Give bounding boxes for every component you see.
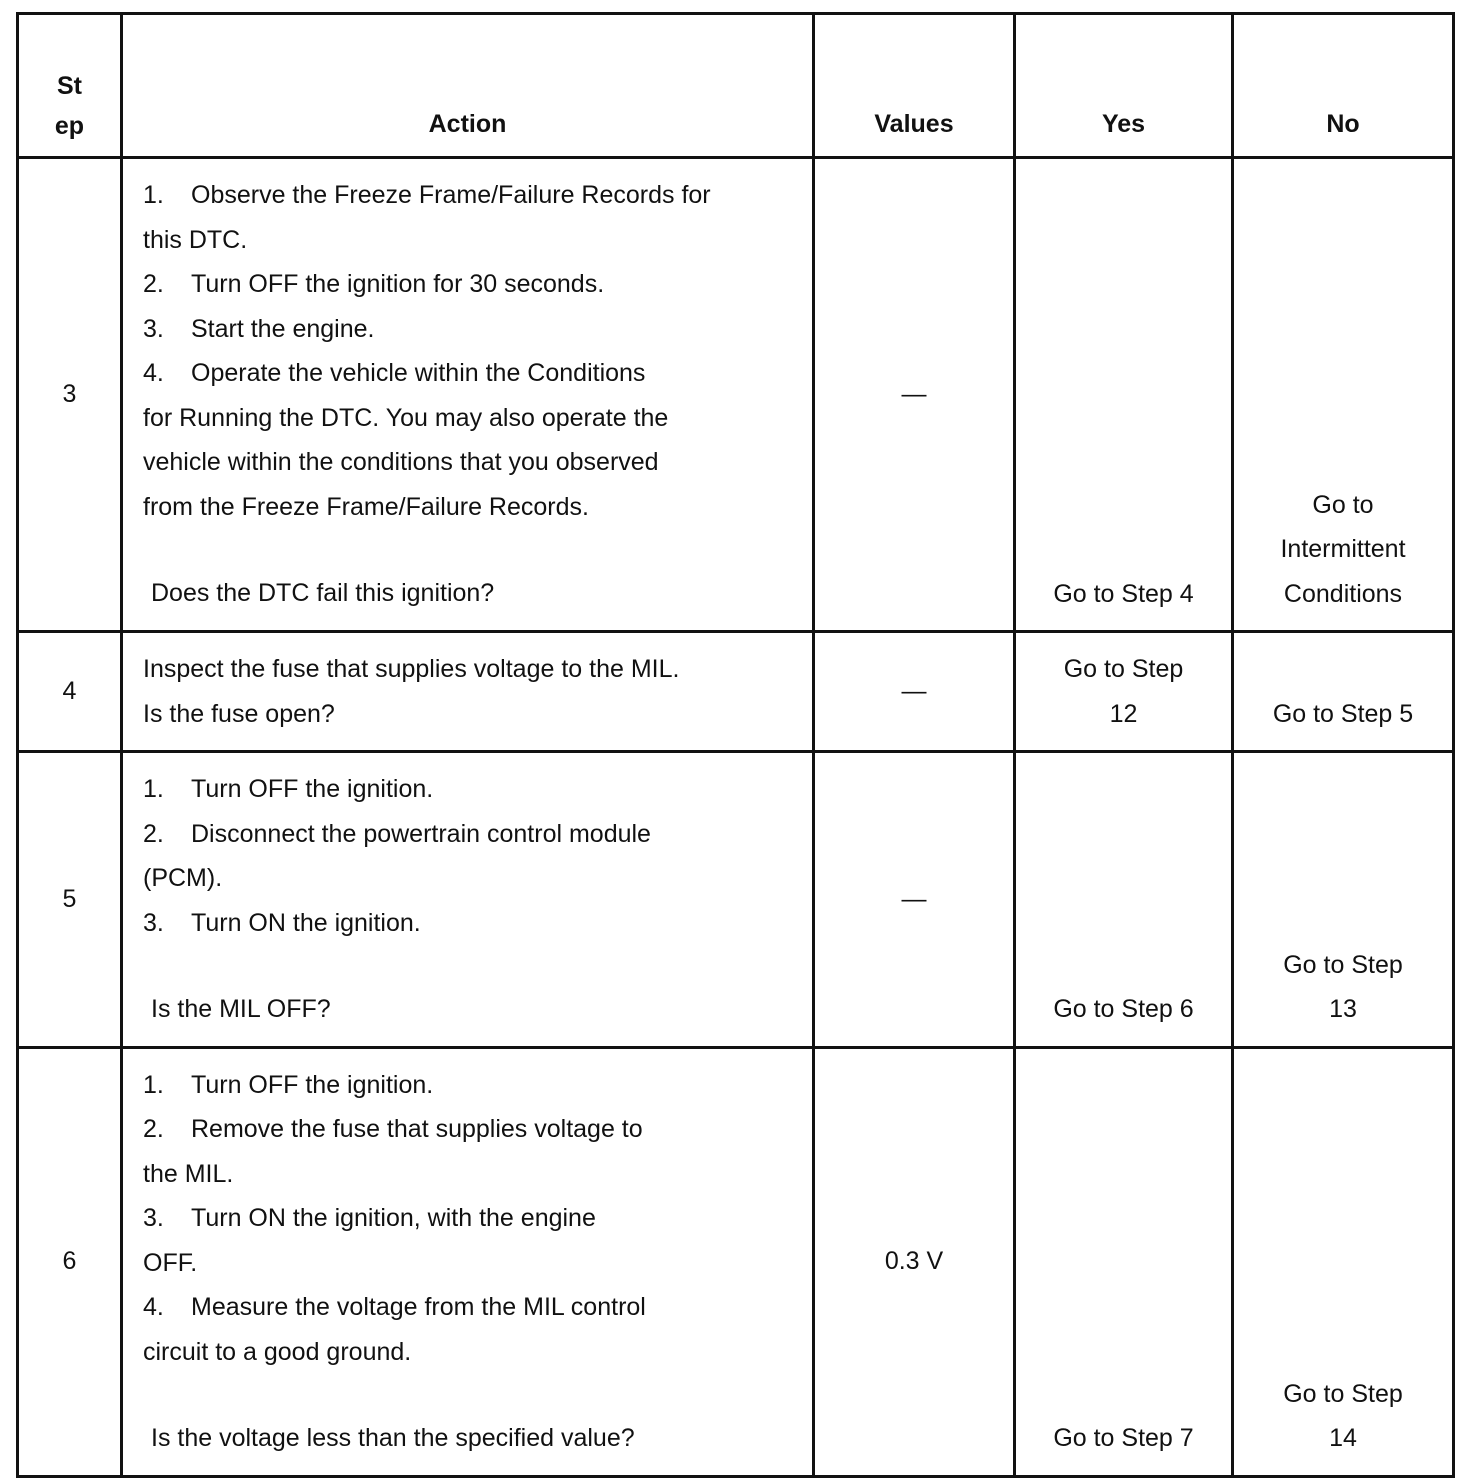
yes-cell [1015,158,1233,632]
action-line-text: from the Freeze Frame/Failure Records. [143,492,589,521]
action-line-text: Start the engine. [191,314,375,343]
action-line-text: Turn ON the ignition. [191,908,421,937]
action-line [143,396,792,441]
action-line [143,1196,792,1241]
action-line-number: 1. [143,775,164,803]
no-line: Go to [1312,490,1374,519]
action-line-text: Turn OFF the ignition for 30 seconds. [191,270,605,299]
no-line: Go to Step [1283,1379,1403,1408]
action-line-text: Turn OFF the ignition. [191,1070,434,1099]
yes-line: 12 [1109,699,1138,728]
action-line-text: the MIL. [143,1159,234,1188]
action-cell [122,752,814,1048]
action-line-text: this DTC. [143,225,248,254]
yes-cell [1015,632,1233,752]
yes-line: Go to Step 6 [1053,995,1194,1023]
header-values: Values [814,14,1015,158]
action-line [143,1063,792,1108]
header-action: Action [122,14,814,158]
action-line-text: for Running the DTC. You may also operate the [143,403,669,432]
action-line-text: Observe the Freeze Frame/Failure Records for [191,181,711,210]
no-cell [1233,1047,1454,1476]
no-cell [1233,158,1454,632]
action-line-text: Remove the fuse that supplies voltage to [191,1115,643,1143]
step-number: 6 [18,1047,122,1476]
action-line [143,262,792,307]
values-cell: — [814,632,1015,752]
header-yes: Yes [1015,14,1233,158]
no-line: Intermittent [1280,535,1406,563]
action-cell [122,632,814,752]
header-step [18,14,122,158]
no-line: 13 [1329,995,1357,1023]
header-row [18,14,1454,158]
no-line: 14 [1329,1424,1357,1452]
action-line [143,440,792,485]
action-line-text: Measure the voltage from the MIL control [191,1293,646,1321]
action-line [143,1330,792,1375]
action-line-text: Operate the vehicle within the Conditions [191,359,646,388]
action-line-text: vehicle within the conditions that you observed [143,448,659,477]
action-line [143,767,792,812]
action-line-number: 2. [143,270,164,299]
yes-line: Go to Step 7 [1053,1424,1194,1452]
action-line [143,1285,792,1330]
values-cell: — [814,752,1015,1048]
step-number: 5 [18,752,122,1048]
table-row [18,752,1454,1048]
action-line [143,173,792,218]
action-line-number: 1. [143,181,164,210]
action-cell [122,1047,814,1476]
header-step-line2: ep [54,112,85,140]
values-cell: 0.3 V [814,1047,1015,1476]
action-line-number: 4. [143,1293,164,1321]
no-cell [1233,632,1454,752]
table-row [18,632,1454,752]
header-no: No [1233,14,1454,158]
diagnostic-table [16,12,1455,1478]
action-question: Is the MIL OFF? [151,995,331,1023]
action-line-text: Turn OFF the ignition. [191,775,434,803]
action-line [143,485,792,530]
no-line: Conditions [1283,579,1403,608]
step-number: 4 [18,632,122,752]
table-row [18,158,1454,632]
action-line-text: circuit to a good ground. [143,1337,412,1366]
action-cell [122,158,814,632]
header-step-line1: St [57,72,82,100]
step-number: 3 [18,158,122,632]
action-line-text: Inspect the fuse that supplies voltage to the MIL. [143,655,680,683]
action-line [143,812,792,857]
yes-cell [1015,752,1233,1048]
action-line-text: OFF. [143,1248,198,1277]
yes-cell [1015,1047,1233,1476]
action-line-number: 2. [143,819,164,848]
action-line [143,1152,792,1197]
action-line-text: (PCM). [143,864,223,892]
table-row [18,1047,1454,1476]
action-line-number: 3. [143,1204,164,1232]
action-line [143,1107,792,1152]
action-line-text: Is the fuse open? [143,699,335,728]
values-cell: — [814,158,1015,632]
action-line-number: 2. [143,1115,164,1143]
action-line-text: Turn ON the ignition, with the engine [191,1204,596,1232]
action-line-number: 4. [143,359,164,388]
action-line [143,351,792,396]
action-line-number: 3. [143,314,164,343]
action-line-number: 1. [143,1070,164,1099]
action-line [143,1241,792,1286]
no-line: Go to Step 5 [1272,699,1414,728]
action-line-text: Disconnect the powertrain control module [191,819,651,848]
action-line [143,901,792,946]
action-question: Is the voltage less than the specified value? [151,1424,635,1452]
no-cell [1233,752,1454,1048]
yes-line: Go to Step 4 [1053,579,1194,608]
yes-line: Go to Step [1063,655,1184,683]
action-line [143,856,792,901]
action-question: Does the DTC fail this ignition? [151,579,495,608]
no-line: Go to Step [1283,950,1403,979]
action-line [143,307,792,352]
action-line-number: 3. [143,908,164,937]
action-line [143,218,792,263]
